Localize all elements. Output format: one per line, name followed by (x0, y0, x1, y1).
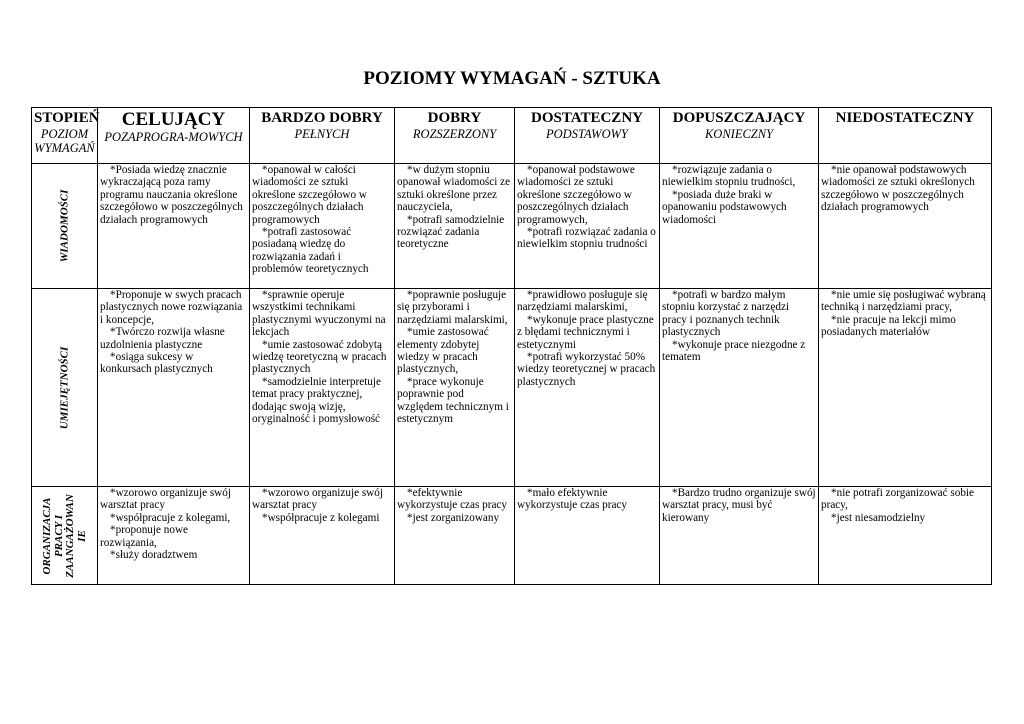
table-cell (515, 289, 660, 487)
table-row-wiadomosci (32, 164, 992, 289)
table-cell (98, 164, 250, 289)
table-cell (515, 487, 660, 585)
cell-text: *prawidłowo posługuje się narzędziami malarskimi, (517, 289, 648, 314)
header-cell-bardzo-dobry (250, 108, 395, 164)
cell-text: *wzorowo organizuje swój warsztat pracy (100, 487, 231, 512)
header-cell-stopien (32, 108, 98, 164)
table-cell (98, 289, 250, 487)
cell-text: *Twórczo rozwija własne uzdolnienia plastyczne (100, 326, 225, 351)
table-cell (515, 164, 660, 289)
header-main: DOBRY (427, 110, 482, 126)
cell-text: *Posiada wiedzę znacznie wykraczającą poza ramy programu nauczania określone szczegółowo w poszczególnych działach programowych (100, 164, 243, 226)
table-cell (395, 289, 515, 487)
cell-text: *wykonuje prace niezgodne z tematem (662, 338, 806, 364)
row-label-line: PRACY I (52, 514, 64, 557)
header-row (32, 108, 992, 164)
cell-text: *mało efektywnie wykorzystuje czas pracy (517, 487, 627, 512)
cell-text: *potrafi zastosować posiadaną wiedzę do rozwiązania zadań i problemów teoretycznych (252, 226, 369, 276)
cell-text: *potrafi samodzielnie rozwiązać zadania teoretyczne (397, 213, 505, 251)
cell-text: *prace wykonuje poprawnie pod względem technicznym i estetycznym (397, 375, 509, 426)
cell-text: *nie opanował podstawowych wiadomości ze sztuki określonych szczegółowo w poszczególnych działach programowych (821, 164, 975, 214)
header-cell-niedostateczny (819, 108, 992, 164)
table-cell (250, 289, 395, 487)
row-label-line: ORGANIZACJA (40, 496, 53, 575)
cell-text: *proponuje nowe rozwiązania, (100, 524, 188, 549)
cell-text: *samodzielnie interpretuje temat pracy praktycznej, dodając swoją wizję, oryginalność i pomysłowość (252, 375, 381, 426)
cell-text: *opanował w całości wiadomości ze sztuki określone szczegółowo w poszczególnych działach programowych (252, 164, 367, 226)
cell-text: *umie zastosować zdobytą wiedzę teoretyczną w pracach plastycznych (252, 338, 387, 376)
cell-text: *Proponuje w swych pracach plastycznych nowe rozwiązania i koncepcje, (100, 289, 243, 326)
cell-text: *poprawnie posługuje się przyborami i narzędziami malarskimi, (397, 289, 508, 326)
header-cell-dostateczny (515, 108, 660, 164)
table-cell (660, 289, 819, 487)
cell-text: *nie pracuje na lekcji mimo posiadanych materiałów (821, 313, 956, 339)
header-cell-celujacy (98, 108, 250, 164)
header-sub: PODSTAWOWY (546, 127, 628, 141)
header-main: NIEDOSTATECZNY (835, 110, 975, 126)
cell-text: *w dużym stopniu opanował wiadomości ze sztuki określone przez nauczyciela, (397, 164, 511, 214)
cell-text: *opanował podstawowe wiadomości ze sztuki określone szczegółowo w poszczególnych działach programowych, (517, 164, 635, 226)
table-cell (250, 487, 395, 585)
header-main: CELUJĄCY (121, 109, 226, 130)
table-cell (395, 164, 515, 289)
table-cell (660, 164, 819, 289)
cell-text: *jest niesamodzielny (831, 511, 926, 524)
cell-text: *efektywnie wykorzystuje czas pracy (397, 487, 507, 512)
cell-text: *służy doradztwem (110, 549, 198, 562)
header-sub: PEŁNYCH (294, 127, 350, 141)
table-row-umiejetnosci (32, 289, 992, 487)
header-main: DOPUSZCZAJĄCY (672, 110, 806, 126)
cell-text: *wykonuje prace plastyczne z błędami technicznymi i estetycznymi (517, 313, 654, 351)
row-label-line: ZAANGAŻOWAN (63, 493, 76, 578)
cell-text: *potrafi rozwiązać zadania o niewielkim stopniu trudności (517, 226, 656, 251)
header-cell-dobry (395, 108, 515, 164)
header-sub: POZAPROGRA-MOWYCH (104, 130, 243, 144)
cell-text: *jest zorganizowany (407, 511, 500, 524)
row-label-cell (32, 289, 98, 487)
cell-text: *posiada duże braki w opanowaniu podstawowych wiadomości (662, 188, 787, 226)
header-main: STOPIEŃ (34, 110, 100, 126)
header-main: BARDZO DOBRY (261, 110, 383, 126)
table-cell (98, 487, 250, 585)
header-sub: POZIOM WYMAGAŃ (34, 127, 95, 155)
cell-text: *potrafi wykorzystać 50% wiedzy teoretycznej w pracach plastycznych (517, 351, 656, 388)
header-sub: ROZSZERZONY (412, 127, 497, 141)
cell-text: *Bardzo trudno organizuje swój warsztat pracy, musi być kierowany (662, 487, 816, 524)
row-label (42, 494, 88, 578)
table-cell (819, 289, 992, 487)
cell-text: *sprawnie operuje wszystkimi technikami plastycznymi wyuczonymi na lekcjach (252, 289, 386, 339)
cell-text: *nie potrafi zorganizować sobie pracy, (821, 487, 975, 512)
cell-text: *współpracuje z kolegami (262, 511, 380, 524)
table-row-organizacja (32, 487, 992, 585)
cell-text: *potrafi w bardzo małym stopniu korzystać z narzędzi pracy i poznanych technik plastycznych (662, 289, 790, 339)
row-label: WIADOMOŚCI (57, 189, 70, 263)
table-cell (819, 164, 992, 289)
table-cell (250, 164, 395, 289)
table-cell (395, 487, 515, 585)
header-cell-dopuszczajacy (660, 108, 819, 164)
page-title: POZIOMY WYMAGAŃ - SZTUKA (363, 68, 661, 89)
cell-text: *umie zastosować elementy zdobytej wiedzy w pracach plastycznych, (397, 326, 489, 376)
row-label-line: IE (75, 529, 87, 542)
requirements-table (31, 107, 992, 585)
cell-text: *rozwiązuje zadania o niewielkim stopniu trudności, (662, 164, 796, 189)
header-main: DOSTATECZNY (531, 110, 643, 126)
row-label-cell (32, 487, 98, 585)
table-cell (819, 487, 992, 585)
header-sub: KONIECZNY (704, 127, 774, 141)
cell-text: *nie umie się posługiwać wybraną techniką i narzędziami pracy, (821, 289, 986, 314)
cell-text: *wzorowo organizuje swój warsztat pracy (252, 487, 383, 512)
row-label-cell (32, 164, 98, 289)
cell-text: *osiąga sukcesy w konkursach plastycznych (100, 351, 213, 376)
cell-text: *współpracuje z kolegami, (110, 511, 231, 524)
table-cell (660, 487, 819, 585)
row-label: UMIEJĘTNOŚCI (57, 346, 70, 429)
